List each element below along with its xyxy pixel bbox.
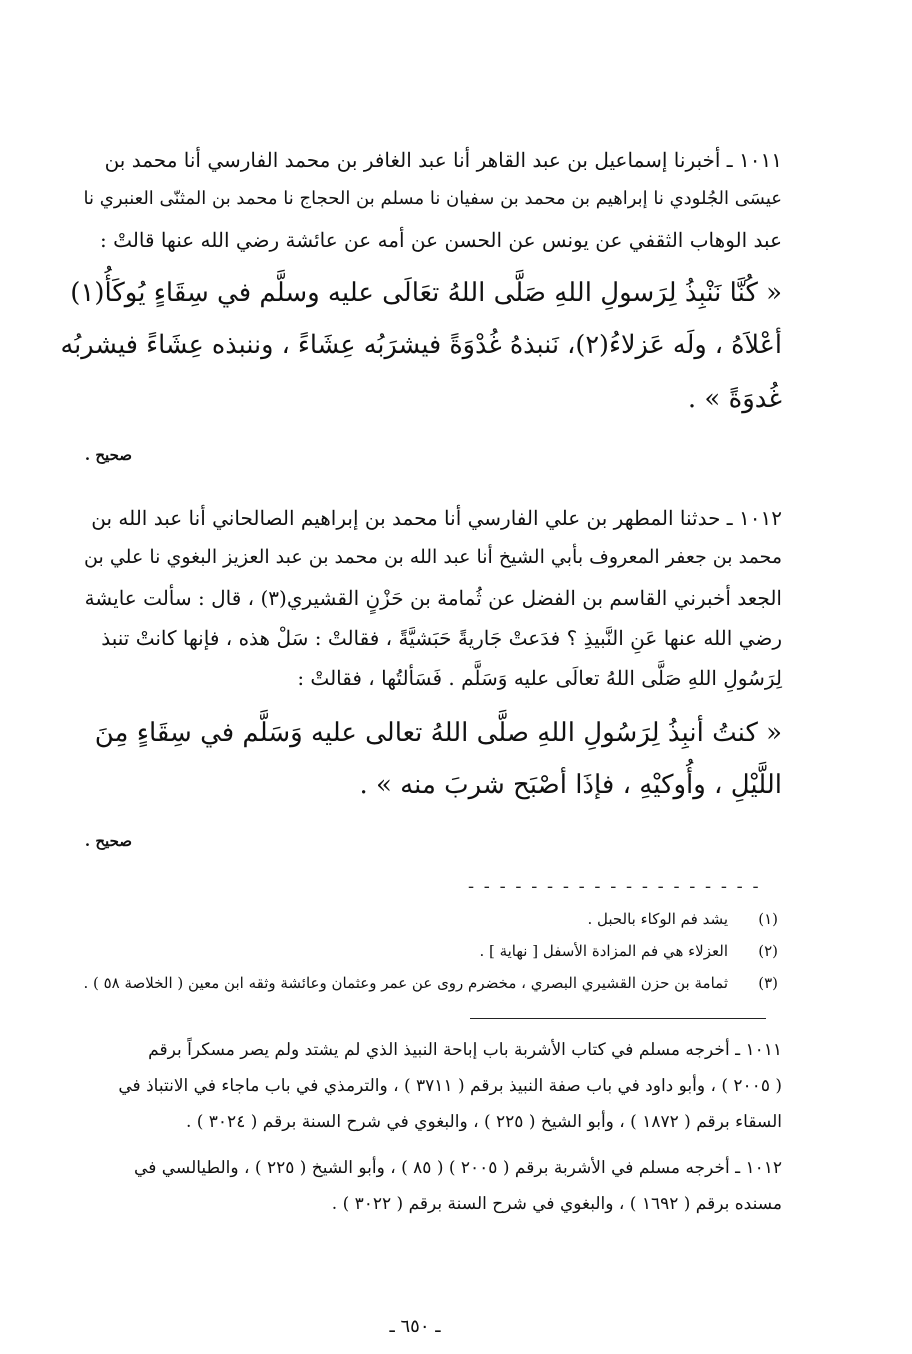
footnote-2-text: العزلاء هي فم المزادة الأسفل [ نهاية ] . [479,942,728,960]
footnote-separator: - - - - - - - - - - - - - - - - - - - [468,876,761,897]
hadith-1011-text-line-3: غُدوَةً » . [687,384,782,414]
hadith-1011-isnad-line-2: عيسَى الجُلودي نا إبراهيم بن محمد بن سفيان نا مسلم بن الحجاج نا محمد بن المثنّى العنبري نا [83,188,782,209]
takhrij-1011-line-2: ( ٢٠٠٥ ) ، وأبو داود في باب صفة النبيذ برقم ( ٣٧١١ ) ، والترمذي في باب ماجاء في الانتباذ في [118,1076,782,1096]
hadith-1012-text-line-2: اللَّيْلِ ، وأُوكيْهِ ، فإذَا أصْبَح شربَ منه » . [359,770,782,800]
section-rule [470,1018,766,1019]
hadith-1012-grade: صحيح . [84,832,132,850]
page-number: ـ ٦٥٠ ـ [389,1316,441,1337]
hadith-1011-isnad-line-1: ١٠١١ ـ أخبرنا إسماعيل بن عبد القاهر أنا عبد الغافر بن محمد الفارسي أنا محمد بن [104,148,782,172]
takhrij-1012-line-1: ١٠١٢ ـ أخرجه مسلم في الأشربة برقم ( ٢٠٠٥ ) ( ٨٥ ) ، وأبو الشيخ ( ٢٢٥ ) ، والطيالسي في [134,1158,782,1178]
hadith-1012-text-line-1: « كنتُ أنبِذُ لِرَسُولِ اللهِ صلَّى اللهُ تعالى عليه وَسَلَّم في سِقَاءٍ مِنَ [94,718,782,748]
hadith-1012-isnad-line-3: الجعد أخبرني القاسم بن الفضل عن ثُمامة بن حَزْنٍ القشيري(٣) ، قال : سألت عايشة [84,586,782,610]
footnote-3-number: (٣) [758,974,778,992]
hadith-1011-isnad-line-3: عبد الوهاب الثقفي عن يونس عن الحسن عن أمه عن عائشة رضي الله عنها قالتْ : [100,228,782,252]
footnote-2-number: (٢) [758,942,778,960]
takhrij-1011-line-1: ١٠١١ ـ أخرجه مسلم في كتاب الأشربة باب إباحة النبيذ الذي لم يشتد ولم يصر مسكراً برقم [148,1040,782,1060]
footnote-3-text: ثمامة بن حزن القشيري البصري ، مخضرم روى عن عمر وعثمان وعائشة وثقه ابن معين ( الخلاصة ٥٨ ) . [83,974,728,992]
hadith-1012-isnad-line-2: محمد بن جعفر المعروف بأبي الشيخ أنا عبد الله بن محمد بن عبد العزيز البغوي نا علي بن [84,546,782,568]
hadith-1012-isnad-line-4: رضي الله عنها عَنِ النَّبيذِ ؟ فدَعتْ جَاريةً حَبَشيَّةً ، فقالتْ : سَلْ هذه ، فإنها كانتْ تنبذ [101,626,782,650]
hadith-1012-isnad-line-1: ١٠١٢ ـ حدثنا المطهر بن علي الفارسي أنا محمد بن إبراهيم الصالحاني أنا عبد الله بن [91,506,782,530]
hadith-1011-text-line-2: أعْلاَهُ ، ولَه عَزلاءُ(٢)، نَنبذهُ غُدْوَةً فيشرَبُه عِشَاءً ، وننبذه عِشَاءً فيشربُه [60,330,782,360]
takhrij-1012-line-2: مسنده برقم ( ١٦٩٢ ) ، والبغوي في شرح السنة برقم ( ٣٠٢٢ ) . [331,1194,782,1214]
hadith-1011-text-line-1: « كُنَّا نَنْبِذُ لِرَسولِ اللهِ صَلَّى اللهُ تعَالَى عليه وسلَّم في سِقَاءٍ يُوكَأُ(١) [70,278,782,308]
hadith-1012-isnad-line-5: لِرَسُولِ اللهِ صَلَّى اللهُ تعالَى عليه وَسَلَّم . فَسَألتُها ، فقالتْ : [297,666,782,690]
takhrij-1011-line-3: السقاء برقم ( ١٨٧٢ ) ، وأبو الشيخ ( ٢٢٥ ) ، والبغوي في شرح السنة برقم ( ٣٠٢٤ ) . [185,1112,782,1132]
footnote-1-text: يشد فم الوكاء بالحبل . [587,910,728,928]
hadith-1011-grade: صحيح . [84,446,132,464]
footnote-1-number: (١) [758,910,778,928]
